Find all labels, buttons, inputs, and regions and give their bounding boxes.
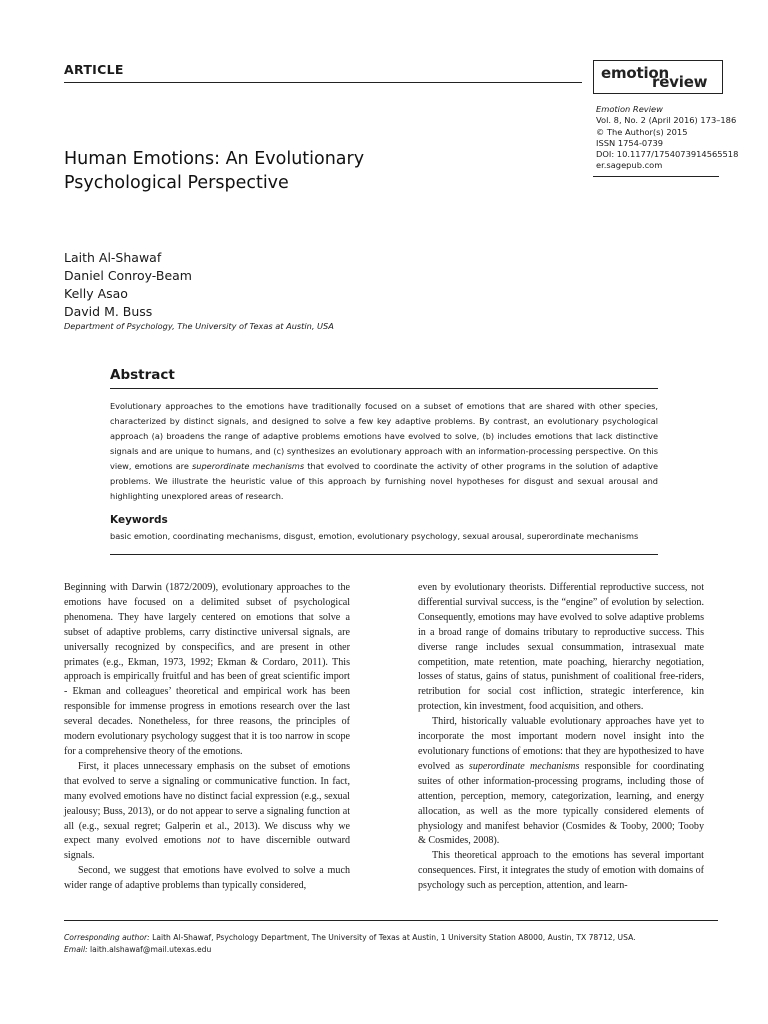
paragraph-emphasis: not bbox=[207, 835, 221, 847]
paragraph-part: responsible for coordinating suites of other information-processing programs, including those of attention, perception, memory, categorization, learning, and energy allocation, as well as the more typically considered elements of physiology and manifest behavior (Cosmides & Tooby, 2000; Tooby & Cosmides, 2008). bbox=[418, 760, 704, 847]
paragraph bbox=[418, 715, 704, 849]
abstract-rule-bottom bbox=[110, 554, 658, 555]
keywords-heading: Keywords bbox=[110, 514, 168, 526]
abstract-emphasis: superordinate mechanisms bbox=[192, 461, 305, 471]
paragraph bbox=[64, 760, 350, 864]
abstract-part-2: that evolved to coordinate the activity of other programs in the solution of adaptive problems. We illustrate the heuristic value of this approach by furnishing novel hypotheses for disgust and sexual arousal and highlighting unexplored areas of research. bbox=[110, 461, 658, 501]
email-label: Email: bbox=[64, 945, 88, 954]
article-title bbox=[64, 147, 364, 195]
paragraph: Beginning with Darwin (1872/2009), evolutionary approaches to the emotions have focused on a delimited subset of psychological phenomena. They have largely centered on emotions that solve a subset of adaptive problems, carry distinctive universal signals, are universally recognized by conspecifics, and are present in other primates (e.g., Ekman, 1973, 1992; Ekman & Cordaro, 2011). This approach is empirically fruitful and has been of great scientific import - Ekman and colleagues’ theoretical and empirical work has been responsible for immense progress in emotions research over the last several decades. Nonetheless, for three reasons, the principles of modern evolutionary psychology suggest that it is too narrow in scope for a comprehensive theory of the emotions. bbox=[64, 582, 350, 757]
meta-site[interactable]: er.sagepub.com bbox=[596, 160, 663, 171]
meta-journal: Emotion Review bbox=[596, 104, 663, 114]
author-name: Laith Al-Shawaf bbox=[64, 250, 162, 265]
keywords-text: basic emotion, coordinating mechanisms, disgust, emotion, evolutionary psychology, sexual arousal, superordinate mechanisms bbox=[110, 531, 639, 541]
corresponding-author-text: Laith Al-Shawaf, Psychology Department, The University of Texas at Austin, 1 University Station A8000, Austin, TX 78712, USA. bbox=[149, 933, 636, 942]
meta-issn: ISSN 1754-0739 bbox=[596, 137, 664, 148]
journal-logo-word-review: review bbox=[652, 73, 708, 91]
affiliation: Department of Psychology, The University of Texas at Austin, USA bbox=[64, 321, 334, 331]
author-list bbox=[64, 249, 192, 321]
meta-rule bbox=[593, 176, 719, 177]
journal-logo-word-emotion: emotion bbox=[601, 64, 670, 82]
header-rule bbox=[64, 82, 582, 83]
body-column-left bbox=[64, 581, 350, 894]
corresponding-author bbox=[64, 933, 636, 942]
paragraph-part: to have discernible outward signals. bbox=[64, 835, 350, 862]
footnote-rule bbox=[64, 920, 718, 921]
publication-meta bbox=[596, 104, 738, 172]
paragraph: This theoretical approach to the emotions has several important consequences. First, it integrates the study of emotion with domains of psychology such as perception, attention, and learn- bbox=[418, 850, 704, 892]
title-line-2: Psychological Perspective bbox=[64, 173, 289, 193]
article-type-label: ARTICLE bbox=[64, 62, 124, 77]
author-name: Daniel Conroy-Beam bbox=[64, 268, 192, 283]
paragraph-part: First, it places unnecessary emphasis on the subset of emotions that evolved to serve a signaling or communicative function. In fact, many evolved emotions have no distinct facial expression (e.g., sexual jealousy; Buss, 2013), or do not appear to serve a signaling function at all (e.g., sexual regret; Galperin et al., 2013). We discuss why we expect many evolved emotions bbox=[64, 760, 350, 847]
author-name: Kelly Asao bbox=[64, 286, 128, 301]
abstract-heading: Abstract bbox=[110, 367, 175, 383]
meta-volume: Vol. 8, No. 2 (April 2016) 173–186 bbox=[596, 115, 737, 126]
paragraph-emphasis: superordinate mechanisms bbox=[468, 760, 580, 772]
meta-copyright: © The Author(s) 2015 bbox=[596, 126, 688, 137]
abstract-text bbox=[110, 399, 658, 504]
email-line bbox=[64, 945, 211, 954]
author-name: David M. Buss bbox=[64, 304, 153, 319]
corresponding-author-label: Corresponding author: bbox=[64, 933, 150, 942]
abstract-rule-top bbox=[110, 388, 658, 389]
paragraph: Second, we suggest that emotions have evolved to solve a much wider range of adaptive problems than typically considered, bbox=[64, 865, 350, 892]
title-line-1: Human Emotions: An Evolutionary bbox=[64, 149, 365, 169]
abstract-part-1: Evolutionary approaches to the emotions have traditionally focused on a subset of emotions that are shared with other species, characterized by distinct signals, and designed to solve a few key adaptive problems. By contrast, an evolutionary psychological approach (a) broadens the range of adaptive problems emotions have evolved to solve, (b) includes emotions that lack distinctive signals and are unique to humans, and (c) synthesizes an evolutionary approach with an information-processing perspective. On this view, emotions are bbox=[110, 401, 658, 471]
paragraph: even by evolutionary theorists. Differential reproductive success, not differential survival success, is the “engine” of evolution by selection. Consequently, emotions may have evolved to solve adaptive problems in a broad range of domains tributary to reproductive success. This diverse range includes sexual consummation, intrasexual mate competition, mate retention, mate poaching, hierarchy negotiation, losses of status, gains of status, punishment of coalitional free-riders, retribution for social cost infliction, strategic interference, kin protection, kin investment, food acquisition, and others. bbox=[418, 582, 704, 713]
email-address[interactable]: laith.alshawaf@mail.utexas.edu bbox=[87, 945, 212, 954]
paragraph-part: Third, historically valuable evolutionary approaches have yet to incorporate the most important modern novel insight into the evolutionary functions of emotions: that they are hypothesized to have evolved as bbox=[418, 716, 704, 772]
meta-doi[interactable]: DOI: 10.1177/1754073914565518 bbox=[596, 149, 739, 160]
body-column-right bbox=[418, 581, 704, 894]
